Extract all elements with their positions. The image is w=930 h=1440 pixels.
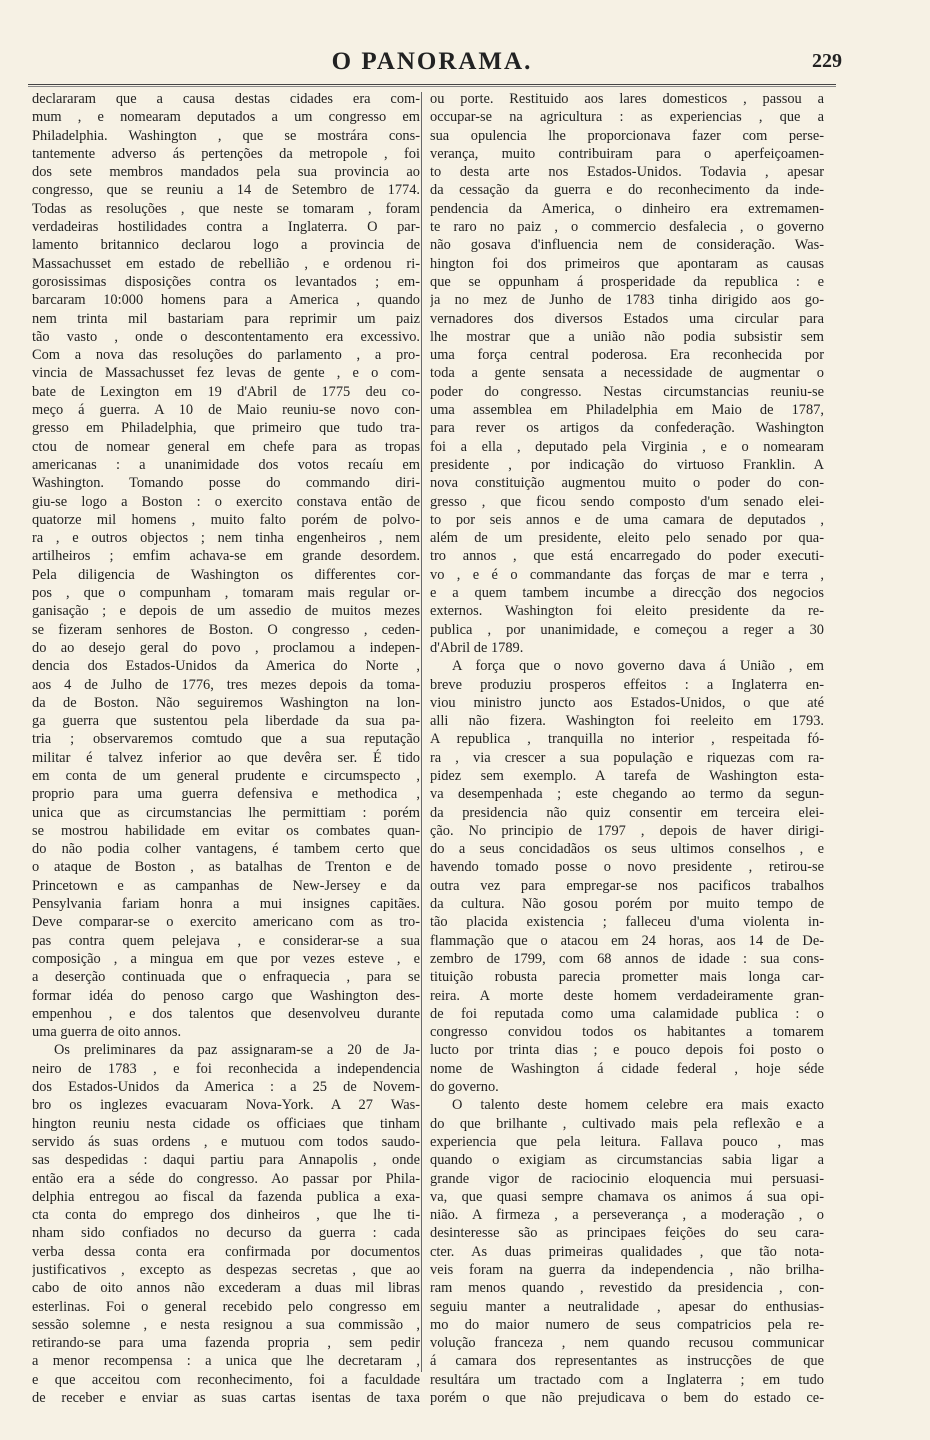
text-line: não gosava d'influencia nem de consideração. Was- — [430, 237, 824, 254]
text-line: artilheiros ; emfim achava-se em grande desordem. — [32, 548, 420, 565]
text-line: cabo de oito annos não excederam a duas mil libras — [32, 1280, 420, 1297]
text-line: porém o que não prejudicava o bem do estado ce- — [430, 1390, 824, 1407]
text-line: congresso convidou todos os habitantes a tomarem — [430, 1024, 824, 1041]
text-line: externos. Washington foi eleito presidente da re- — [430, 603, 824, 620]
text-line: O talento deste homem celebre era mais exacto — [452, 1097, 824, 1114]
text-line: quando o exigiam as circumstancias sabia ligar a — [430, 1152, 824, 1169]
text-line: Philadelphia. Washington , que se mostrára cons- — [32, 127, 420, 144]
text-line: mum , e nomearam deputados a um congresso em — [32, 109, 420, 126]
text-line: da presidencia não quiz consentir em terceira elei- — [430, 804, 824, 821]
text-line: to por seis annos e de uma camara de deputados , — [430, 511, 824, 528]
text-line: á camara dos representantes as instrucções de que — [430, 1353, 824, 1370]
text-line: nome de Washington á cidade federal , hoje séde — [430, 1060, 824, 1077]
text-line: dos Estados-Unidos da America : a 25 de Novem- — [32, 1079, 420, 1096]
text-line: a deserção continuada que o enfraquecia , para se — [32, 969, 420, 986]
text-line: experiencia que pela leitura. Fallava pouco , mas — [430, 1133, 824, 1150]
text-line: ga guerra que sustentou pela liberdade da sua pa- — [32, 713, 420, 730]
text-line: delphia entregou ao fiscal da fazenda publica a exa- — [32, 1188, 420, 1205]
column-divider — [421, 92, 422, 1372]
text-line: se mostrou habilidade em evitar os combates quan- — [32, 822, 420, 839]
text-line: sua opulencia lhe proporcionava fazer com perse- — [430, 127, 824, 144]
text-line: empenhou , e dos talentos que desenvolveu durante — [32, 1005, 420, 1022]
text-line: giu-se logo a Boston : o exercito constava então de — [32, 493, 420, 510]
page-number: 229 — [812, 50, 842, 72]
text-line: da cultura. Não gosou porém por muito tempo de — [430, 896, 824, 913]
text-line: desinteresse são as principaes feições do seu cara- — [430, 1225, 824, 1242]
text-line: militar é talvez inferior ao que devêra ser. É tido — [32, 749, 420, 766]
text-line: barcaram 10:000 homens para a America , quando — [32, 292, 420, 309]
text-line: servido ás suas ordens , e mutuou com todos saudo- — [32, 1133, 420, 1150]
text-line: ram menos quando , revestido da presidencia , con- — [430, 1280, 824, 1297]
text-line: ou porte. Restituido aos lares domesticos , passou a — [430, 91, 824, 107]
text-line: Todas as resoluções , que neste se tomaram , foram — [32, 200, 420, 217]
text-line: tria ; observaremos comtudo que a sua reputação — [32, 731, 420, 748]
text-line: zembro de 1799, com 68 annos de idade : sua cons- — [430, 950, 824, 967]
text-line: unica que as circumstancias lhe permittiam : porém — [32, 804, 420, 821]
text-line: sessão solemne , e nesta resignou a sua commissão , — [32, 1316, 420, 1333]
text-line: Massachusset em estado de rebellião , e ordenou ri- — [32, 255, 420, 272]
text-line: poder do congresso. Nestas circumstancias reuniu-se — [430, 383, 824, 400]
text-line: gorosissimas disposições contra os levantados ; em- — [32, 273, 420, 290]
text-line: d'Abril de 1789. — [430, 639, 524, 656]
text-line: meço á guerra. A 10 de Maio reuniu-se novo con- — [32, 402, 420, 419]
text-line: to desta arte nos Estados-Unidos. Todavia , apesar — [430, 164, 824, 181]
text-line: uma assemblea em Philadelphia em Maio de 1787, — [430, 402, 824, 419]
text-line: de receber e enviar as suas cartas isentas de taxa — [32, 1390, 420, 1407]
text-line: esterlinas. Foi o general recebido pelo congresso em — [32, 1298, 420, 1315]
text-line: nova constituição augmentou muito o poder do con- — [430, 475, 824, 492]
text-line: nem trinta mil bastariam para reprimir um paiz — [32, 310, 420, 327]
text-line: Com a nova das resoluções do parlamento , a pro- — [32, 347, 420, 364]
text-line: quatorze mil homens , muito falto porém de polvo- — [32, 511, 420, 528]
text-line: pos , que o compunham , tomaram mais regular or- — [32, 585, 420, 602]
text-line: neiro de 1783 , e foi reconhecida a independencia — [32, 1060, 420, 1077]
text-line: do governo. — [430, 1079, 499, 1096]
text-line: que se oppunham á prosperidade da republica : e — [430, 273, 824, 290]
text-line: Pensylvania fariam honra a mui insignes capitães. — [32, 896, 420, 913]
text-line: te raro no paiz , o commercio desfalecia , o governo — [430, 219, 824, 236]
text-line: congresso, que se reuniu a 14 de Setembro de 1774. — [32, 182, 420, 199]
text-line: ctou de nomear general em chefe para as tropas — [32, 438, 420, 455]
text-line: resultára um tractado com a Inglaterra ; em tudo — [430, 1371, 824, 1388]
text-line: do ao desejo geral do povo , proclamou a indepen- — [32, 639, 420, 656]
text-line: retirando-se para uma fazenda propria , sem pedir — [32, 1335, 420, 1352]
text-line: do a seus concidadãos os seus ultimos conselhos , e — [430, 841, 824, 858]
text-line: da cessação da guerra e do reconhecimento da inde- — [430, 182, 824, 199]
text-line: vernadores dos diversos Estados uma circular para — [430, 310, 824, 327]
text-line: A republica , tranquilla no interior , respeitada fó- — [430, 731, 824, 748]
text-line: toda a gente sensata a necessidade de augmentar o — [430, 365, 824, 382]
text-line: havendo tomado posse o novo presidente , retirou-se — [430, 859, 824, 876]
header-rule — [28, 84, 836, 85]
text-line: hington reuniu nesta cidade os officiaes que tinham — [32, 1115, 420, 1132]
text-line: de foi reputada como uma calamidade publica : o — [430, 1005, 824, 1022]
text-line: gresso em Philadelphia, que primeiro que tudo tra- — [32, 420, 420, 437]
text-line: outra vez para empregar-se nos pacificos trabalhos — [430, 877, 824, 894]
text-line: justificativos , excepto as despezas secretas , que ao — [32, 1262, 420, 1278]
text-line: publica , por unanimidade, e começou a reger a 30 — [430, 621, 824, 638]
text-line: tão placida existencia ; falleceu d'uma violenta in- — [430, 914, 824, 931]
text-line: proprio para uma guerra defensiva e methodica , — [32, 786, 420, 803]
page-header — [28, 44, 842, 88]
text-line: nham sido confiados no decurso da guerra : cada — [32, 1225, 420, 1242]
text-line: ja no mez de Junho de 1783 tinha dirigido aos go- — [430, 292, 824, 309]
text-line: grande vigor de raciocinio eloquencia mui persuasi- — [430, 1170, 824, 1187]
text-line: va, que quasi sempre chamava os animos á sua opi- — [430, 1188, 824, 1205]
text-line: ra , e outros objectos ; nem tinha engenheiros , nem — [32, 530, 420, 547]
text-line: tituição robusta parecia prometter mais longa car- — [430, 969, 824, 986]
text-line: vincia de Massachusset fez levas de gente , e o com- — [32, 365, 420, 382]
text-line: hington foi dos primeiros que apontaram as causas — [430, 255, 824, 272]
text-line: gresso , que ficou sendo composto d'um senado elei- — [430, 493, 824, 510]
text-line: uma guerra de oito annos. — [32, 1024, 182, 1041]
text-line: A força que o novo governo dava á União , em — [452, 658, 824, 675]
text-line: nião. A firmeza , a perseverança , a moderação , o — [430, 1207, 824, 1224]
text-line: ganisação ; e depois de um assedio de muitos mezes — [32, 603, 420, 620]
text-line: volução franceza , nem quando recusou communicar — [430, 1335, 824, 1352]
text-line: reira. A morte deste homem verdadeiramente gran- — [430, 987, 824, 1004]
text-line: va desempenhada ; este chegando ao termo da segun- — [430, 786, 824, 803]
text-line: tantemente adverso ás pertenções da metropole , foi — [32, 145, 420, 162]
text-line: o ataque de Boston , as batalhas de Trenton e de — [32, 859, 420, 876]
text-line: verdadeiras hostilidades contra a Inglaterra. O par- — [32, 219, 420, 236]
text-line: foi a ella , deputado pela Virginia , e o nomearam — [430, 438, 824, 455]
right-column — [430, 90, 824, 1407]
text-line: breve produziu prosperos effeitos : a Inglaterra en- — [430, 676, 824, 693]
text-line: verba dessa conta era confirmada por documentos — [32, 1243, 420, 1260]
text-line: lucto por trinta dias ; e pouco depois foi posto o — [430, 1042, 824, 1059]
header-rule-secondary — [28, 86, 836, 87]
text-line: pendencia da America, o dinheiro era extremamen- — [430, 200, 824, 217]
text-line: cter. As duas primeiras qualidades , que tão nota- — [430, 1243, 824, 1260]
text-line: formar idéa do penoso cargo que Washington des- — [32, 987, 420, 1004]
text-line: em conta de um general prudente e circumspecto , — [32, 767, 420, 784]
text-line: dos sete membros mandados pela sua provincia ao — [32, 164, 420, 181]
text-line: veis foram na guerra da independencia , não brilha- — [430, 1262, 824, 1278]
text-line: sas despedidas : daqui partiu para Annapolis , onde — [32, 1152, 420, 1169]
text-line: da de Boston. Não seguiremos Washington na lon- — [32, 694, 420, 711]
text-line: declararam que a causa destas cidades era com- — [32, 91, 420, 107]
text-line: Deve comparar-se o exercito americano com as tro- — [32, 914, 420, 931]
text-line: dencia dos Estados-Unidos da America do Norte , — [32, 658, 420, 675]
text-line: bate de Lexington em 19 d'Abril de 1775 deu co- — [32, 383, 420, 400]
text-line: verança, muito contribuiram para o aperfeiçoamen- — [430, 145, 824, 162]
text-line: ção. No principio de 1797 , depois de haver dirigi- — [430, 822, 824, 839]
text-line: bro os inglezes evacuaram Nova-York. A 27 Was- — [32, 1097, 420, 1114]
text-line: ra , via crescer a sua população e riquezas com ra- — [430, 749, 824, 766]
text-line: alli não fizera. Washington foi reeleito em 1793. — [430, 713, 824, 730]
text-line: mo do maior numero de seus compatricios pela re- — [430, 1316, 824, 1333]
page-title: O PANORAMA. — [331, 48, 533, 75]
text-line: então era a séde do congresso. Ao passar por Phila- — [32, 1170, 420, 1187]
text-line: lhe mostrar que a união não podia subsistir sem — [430, 328, 824, 345]
text-line: para rever os artigos da confederação. Washington — [430, 420, 824, 437]
left-column — [32, 90, 420, 1407]
text-line: seguiu manter a neutralidade , apesar do enthusias- — [430, 1298, 824, 1315]
text-line: Princetown e as campanhas de New-Jersey e da — [32, 877, 420, 894]
text-line: além de um presidente, eleito pelo senado por qua- — [430, 530, 824, 547]
text-line: aos 4 de Julho de 1776, tres mezes depois da toma- — [32, 676, 420, 693]
text-line: composição , a mingua em que por vezes esteve , e — [32, 950, 420, 967]
text-line: occupar-se na agricultura : as experiencias , que a — [430, 109, 824, 126]
text-line: viou ministro juncto aos Estados-Unidos, o que até — [430, 694, 824, 711]
text-line: pidez sem exemplo. A tarefa de Washington esta- — [430, 767, 824, 784]
text-line: presidente , por indicação do virtuoso Franklin. A — [430, 456, 824, 473]
text-line: Pela diligencia de Washington os differentes cor- — [32, 566, 420, 583]
text-line: uma força central poderosa. Era reconhecida por — [430, 347, 824, 364]
text-line: vo , e é o commandante das forças de mar e terra , — [430, 566, 824, 583]
text-line: flammação que o atacou em 24 horas, aos 14 de De- — [430, 932, 824, 949]
text-line: do que brilhante , cultivado mais pela reflexão e a — [430, 1115, 824, 1132]
text-line: tão vasto , onde o descontentamento era excessivo. — [32, 328, 420, 345]
text-line: a menor recompensa : a unica que lhe decretaram , — [32, 1353, 420, 1370]
text-line: do não podia colher vantagens, é tambem certo que — [32, 841, 420, 858]
text-line: pas contra quem pelejava , e considerar-se a sua — [32, 932, 420, 949]
text-line: americanas : a unanimidade dos votos recaíu em — [32, 456, 420, 473]
text-line: Washington. Tomando posse do commando diri- — [32, 475, 420, 492]
text-line: Os preliminares da paz assignaram-se a 20 de Ja- — [54, 1042, 420, 1059]
text-line: e que acceitou com reconhecimento, foi a faculdade — [32, 1371, 420, 1388]
text-line: lamento britannico declarou logo a provincia de — [32, 237, 420, 254]
text-line: cta conta do emprego dos dinheiros , que lhe ti- — [32, 1207, 420, 1224]
text-line: tro annos , que está encarregado do poder executi- — [430, 548, 824, 565]
text-line: e a quem tambem incumbe a direcção dos negocios — [430, 585, 824, 602]
text-line: se fizeram senhores de Boston. O congresso , ceden- — [32, 621, 420, 638]
